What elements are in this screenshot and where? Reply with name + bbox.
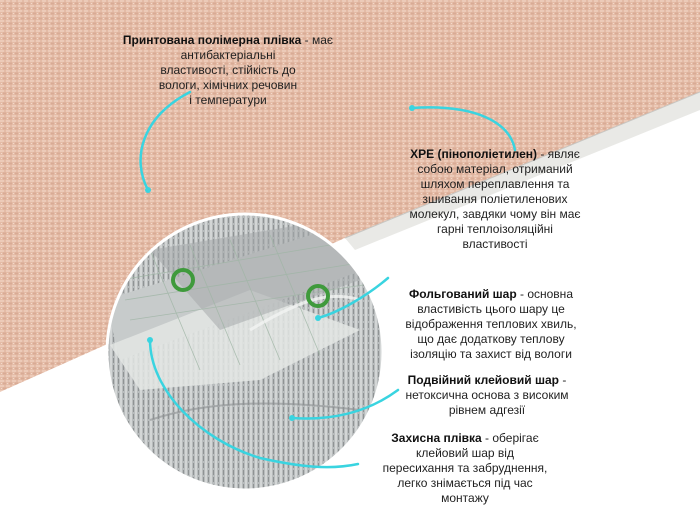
callout-foil-layer-title: Фольгований шар	[408, 287, 517, 301]
callout-protective-film-title: Захисна плівка	[391, 431, 482, 445]
callout-xpe: XPE (пінополіетилен) - являє собою матеріал, отриманий шляхом переплавлення та зшивання поліетиленових молекул, завдяки чому він має гарні теплоізоляційні властивості	[409, 147, 581, 251]
callout-polymer-film-title: Принтована полімерна плівка	[122, 33, 302, 47]
callout-adhesive-layer-title: Подвійний клейовий шар	[407, 373, 559, 387]
callout-foil-layer: Фольгований шар - основна властивість цього шару це відображення теплових хвиль, що дає додаткову теплову ізоляцію та захист від вологи	[405, 287, 577, 361]
callout-xpe-title: XPE (пінополіетилен)	[410, 147, 537, 161]
callout-adhesive-layer: Подвійний клейовий шар - нетоксична основа з високим рівнем адгезії	[405, 373, 569, 417]
callout-protective-film: Захисна плівка - оберігає клейовий шар від пересихання та забруднення, легко знімається під час монтажу	[382, 431, 548, 505]
callout-polymer-film: Принтована полімерна плівка - має антибактеріальні властивості, стійкість до вологи, хімічних речовин і температури	[122, 33, 334, 107]
